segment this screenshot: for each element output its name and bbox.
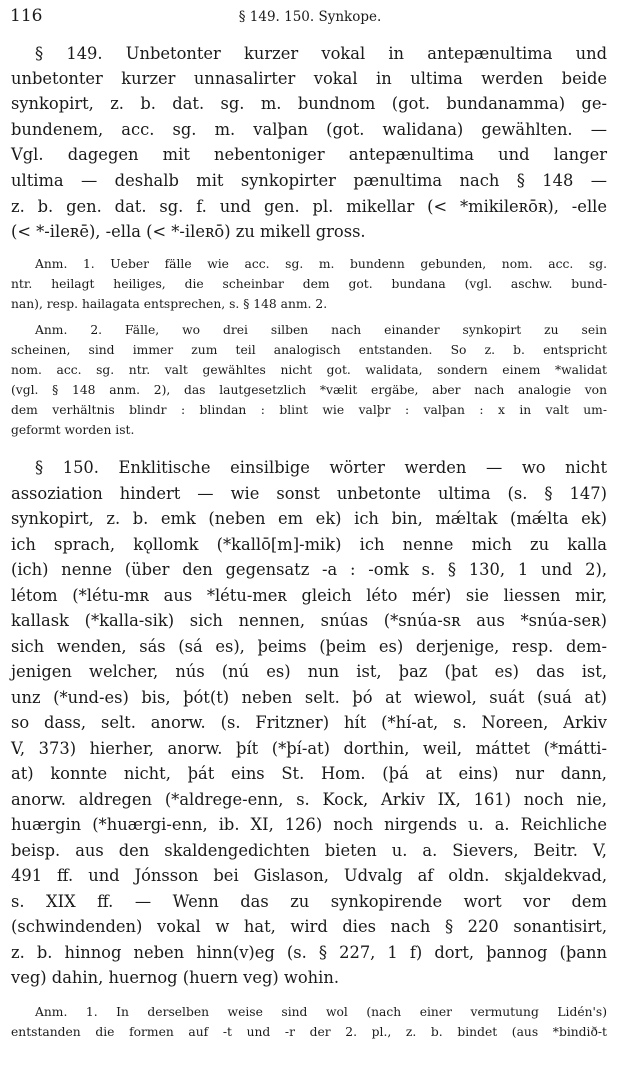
s150-line-2: assoziation hindert — wie sonst unbetonte ultima (s. § 147) bbox=[11, 484, 607, 503]
s149-line-6: ultima — deshalb mit synkopirter pænultima nach § 148 — bbox=[11, 171, 607, 190]
s150-line-4: ich sprach, kǫllomk (*kallō[m]-mik) ich nenne mich zu kalla bbox=[11, 535, 607, 554]
page-number: 116 bbox=[10, 6, 43, 26]
s150-line-18: s. XIX ff. — Wenn das zu synkopirende wort vor dem bbox=[11, 892, 607, 911]
s150-line-16: beisp. aus den skaldengedichten bieten u. a. Sievers, Beitr. V, bbox=[11, 841, 607, 860]
s150-line-14: anorw. aldregen (*aldrege-enn, s. Kock, Arkiv IX, 161) noch nie, bbox=[11, 790, 607, 809]
s150-line-3: synkopirt, z. b. emk (neben em ek) ich bin, mǽltak (mǽlta ek) bbox=[11, 509, 607, 528]
s150-line-1: § 150. Enklitische einsilbige wörter werden — wo nicht bbox=[35, 458, 607, 477]
s150-line-15: huærgin (*huærgi-enn, ib. XI, 126) noch nirgends u. a. Reichliche bbox=[11, 815, 607, 834]
s150-line-9: jenigen welcher, nús (nú es) nun ist, þaz (þat es) das ist, bbox=[11, 662, 607, 681]
s149-line-8: (< *-ileʀē), -ella (< *-ileʀō) zu mikell gross. bbox=[11, 222, 366, 241]
s149-anm1-line-1: Anm. 1. Ueber fälle wie acc. sg. m. bundenn gebunden, nom. acc. sg. bbox=[35, 257, 607, 271]
s150-line-6: létom (*létu-mʀ aus *létu-meʀ gleich léto mér) sie liessen mir, bbox=[11, 586, 607, 605]
s150-line-19: (schwindenden) vokal w hat, wird dies nach § 220 sonantisirt, bbox=[11, 917, 607, 936]
s149-line-7: z. b. gen. dat. sg. f. und gen. pl. mikellar (< *mikileʀōʀ), -elle bbox=[11, 197, 607, 216]
s149-line-3: synkopirt, z. b. dat. sg. m. bundnom (got. bundanamma) ge- bbox=[11, 94, 607, 113]
s149-anm1-line-3: nan), resp. hailagata entsprechen, s. § 148 anm. 2. bbox=[11, 297, 328, 311]
s149-anm2-line-3: nom. acc. sg. ntr. valt gewähltes nicht got. walidata, sondern einem *walidat bbox=[11, 363, 607, 377]
s149-line-1: § 149. Unbetonter kurzer vokal in antepænultima und bbox=[35, 44, 607, 63]
s150-line-5: (ich) nenne (über den gegensatz -a : -omk s. § 130, 1 und 2), bbox=[11, 560, 607, 579]
s150-line-10: unz (*und-es) bis, þót(t) neben selt. þó at wiewol, suát (suá at) bbox=[11, 688, 607, 707]
s150-anm1-line-1: Anm. 1. In derselben weise sind wol (nach einer vermutung Lidén's) bbox=[35, 1005, 607, 1019]
s150-anm1-line-2: entstanden die formen auf -t und -r der 2. pl., z. b. bindet (aus *bindið-t bbox=[11, 1025, 607, 1039]
s150-line-8: sich wenden, sás (sá es), þeims (þeim es) derjenige, resp. dem- bbox=[11, 637, 607, 656]
s150-line-21: veg) dahin, huernog (huern veg) wohin. bbox=[11, 968, 339, 987]
s149-anm2-line-5: dem verhältnis blindr : blindan : blint wie valþr : valþan : x in valt um- bbox=[11, 403, 607, 417]
s149-line-4: bundenem, acc. sg. m. valþan (got. walidana) gewählten. — bbox=[11, 120, 607, 139]
s150-line-17: 491 ff. und Jónsson bei Gislason, Udvalg af oldn. skjaldekvad, bbox=[11, 866, 607, 885]
s150-line-20: z. b. hinnog neben hinn(v)eg (s. § 227, 1 f) dort, þannog (þann bbox=[11, 943, 607, 962]
s150-line-11: so dass, selt. anorw. (s. Fritzner) hít (*hí-at, s. Noreen, Arkiv bbox=[11, 713, 607, 732]
s150-line-13: at) konnte nicht, þát eins St. Hom. (þá at eins) nur dann, bbox=[11, 764, 607, 783]
s149-line-2: unbetonter kurzer unnasalirter vokal in ultima werden beide bbox=[11, 69, 607, 88]
s149-anm1-line-2: ntr. heilagt heiliges, die scheinbar dem got. bundana (vgl. aschw. bund- bbox=[11, 277, 607, 291]
s149-anm2-line-1: Anm. 2. Fälle, wo drei silben nach einander synkopirt zu sein bbox=[35, 323, 607, 337]
s149-line-5: Vgl. dagegen mit nebentoniger antepænultima und langer bbox=[11, 145, 607, 164]
s149-anm2-line-2: scheinen, sind immer zum teil analogisch entstanden. So z. b. entspricht bbox=[11, 343, 607, 357]
running-head: § 149. 150. Synkope. bbox=[238, 9, 382, 25]
s149-anm2-line-4: (vgl. § 148 anm. 2), das lautgesetzlich *vælit ergäbe, aber nach analogie von bbox=[11, 383, 607, 397]
page-header bbox=[10, 6, 610, 32]
s149-anm2-line-6: geformt worden ist. bbox=[11, 423, 135, 437]
s150-line-7: kallask (*kalla-sik) sich nennen, snúas (*snúa-sʀ aus *snúa-seʀ) bbox=[11, 611, 607, 630]
s150-line-12: V, 373) hierher, anorw. þít (*þí-at) dorthin, weil, máttet (*mátti- bbox=[11, 739, 607, 758]
